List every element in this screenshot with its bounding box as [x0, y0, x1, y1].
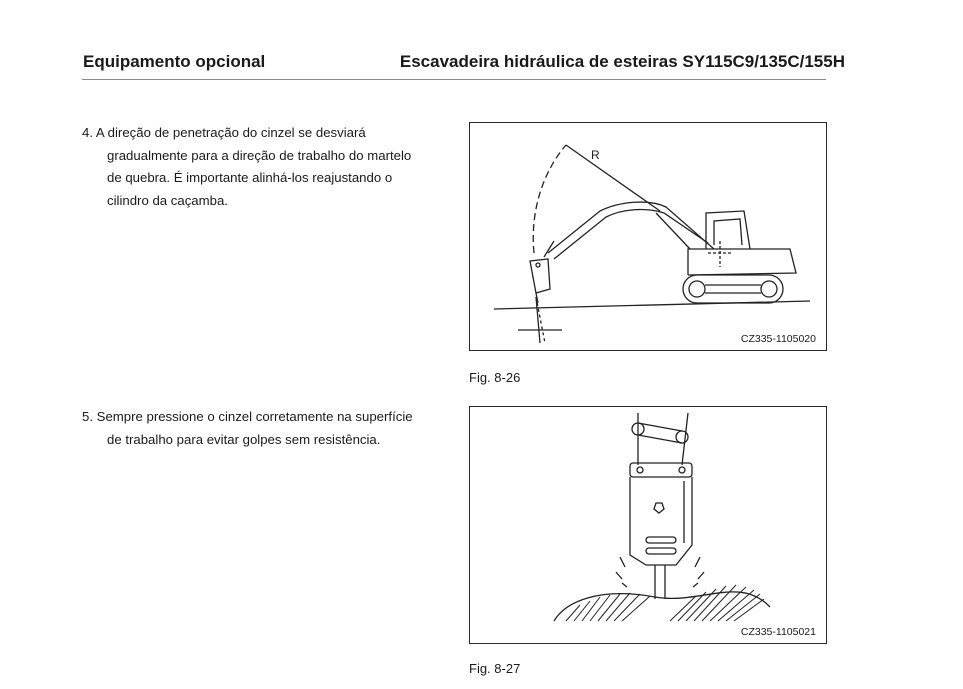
- step-5-text: [82, 406, 413, 451]
- header-rule: [82, 79, 826, 80]
- step-5-line: de trabalho para evitar golpes sem resistência.: [107, 431, 381, 447]
- step-4-line: cilindro da caçamba.: [107, 192, 228, 208]
- chisel-pressing-illustration: [470, 407, 826, 643]
- document-title: Escavadeira hidráulica de esteiras SY115C9/135C/155H: [399, 52, 845, 71]
- figure-8-26: [469, 122, 827, 351]
- step-4-line: de quebra. É importante alinhá-los reajustando o: [107, 170, 393, 185]
- figure-caption: Fig. 8-27: [469, 661, 521, 676]
- section-title: Equipamento opcional: [83, 52, 266, 71]
- step-4-text: [82, 122, 411, 212]
- step-4-line: 4. A direção de penetração do cinzel se desviará: [82, 125, 366, 140]
- excavator-breaker-illustration: [470, 123, 826, 350]
- radius-label: R: [591, 148, 600, 162]
- step-5-line: 5. Sempre pressione o cinzel corretamente na superfície: [82, 409, 413, 424]
- figure-8-27: [469, 406, 827, 644]
- figure-code: CZ335-1105021: [740, 626, 816, 638]
- figure-code: CZ335-1105020: [740, 333, 816, 345]
- step-4-line: gradualmente para a direção de trabalho do martelo: [107, 147, 412, 163]
- figure-caption: Fig. 8-26: [469, 370, 521, 385]
